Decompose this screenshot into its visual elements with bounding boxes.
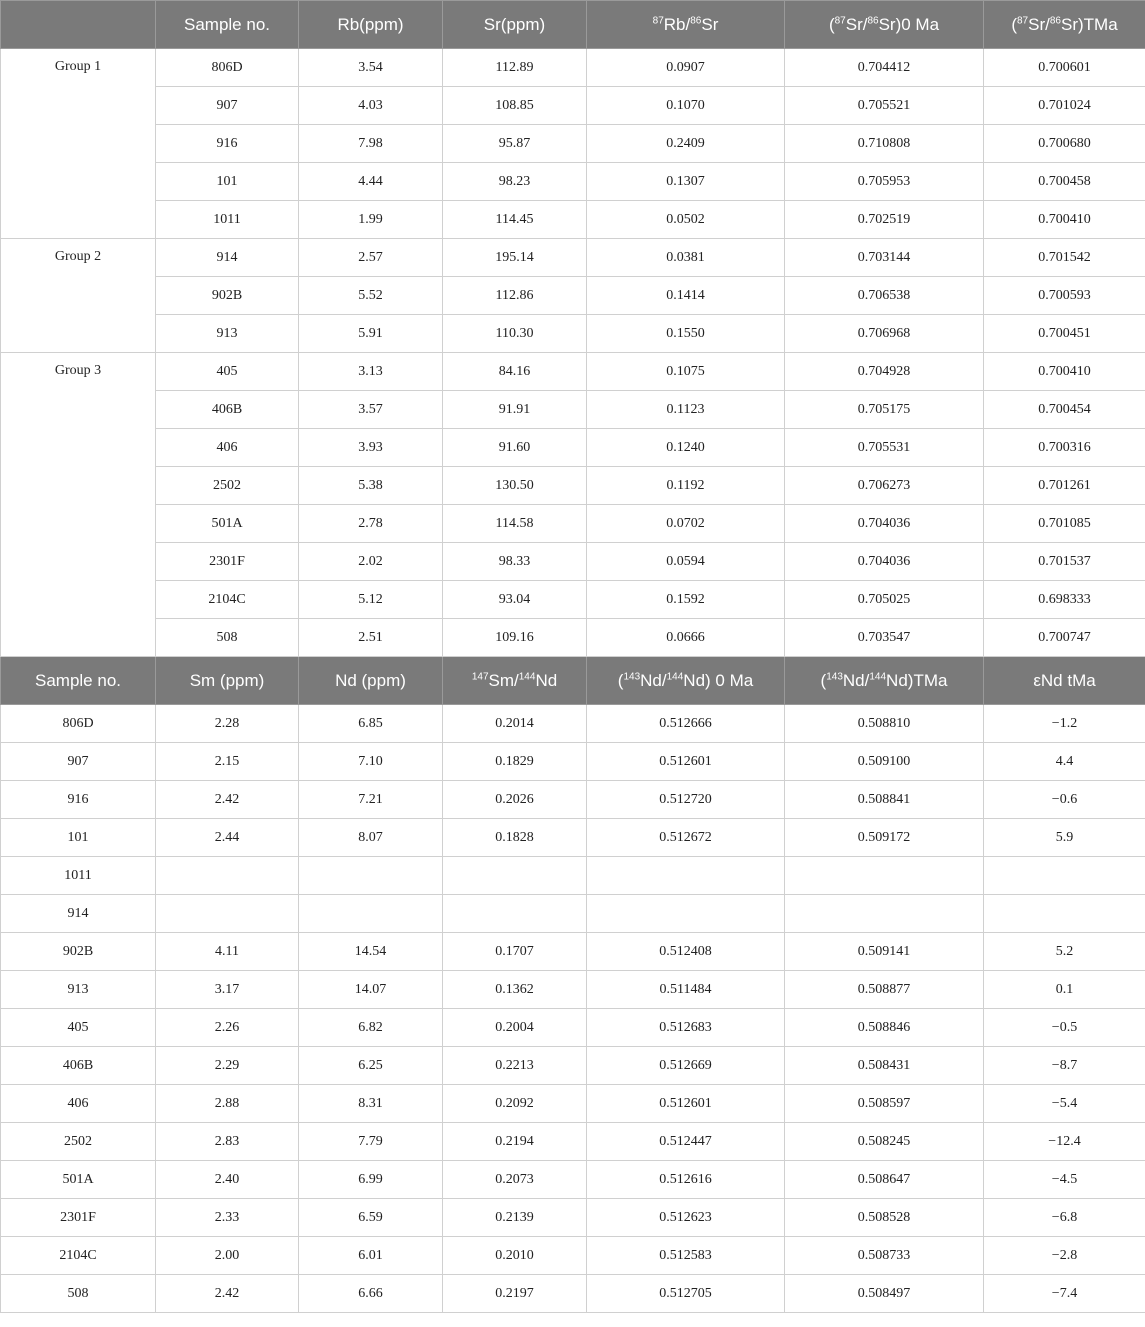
- cell-ndt: 0.508846: [785, 1009, 984, 1047]
- table-row: [1, 429, 1145, 467]
- cell-nd0: 0.512616: [587, 1161, 785, 1199]
- cell-sr0: 0.704036: [785, 505, 984, 543]
- cell-srt: 0.700316: [984, 429, 1145, 467]
- cell-ratio: 0.2197: [443, 1275, 587, 1313]
- cell-ratio: 0.1240: [587, 429, 785, 467]
- cell-nd0: 0.512408: [587, 933, 785, 971]
- cell-sr: 112.89: [443, 49, 587, 87]
- cell-nd: 6.99: [299, 1161, 443, 1199]
- cell-sm: 2.00: [156, 1237, 299, 1275]
- cell-sr: 130.50: [443, 467, 587, 505]
- header-sr-ratio-tma: ($^{87}$Sr/$^{86}$Sr)TMa: [984, 1, 1145, 49]
- cell-ratio: 0.2194: [443, 1123, 587, 1161]
- table-row: [1, 543, 1145, 581]
- cell-ratio: 0.2014: [443, 705, 587, 743]
- cell-sr: 91.91: [443, 391, 587, 429]
- cell-sr: 91.60: [443, 429, 587, 467]
- cell-srt: 0.700410: [984, 201, 1145, 239]
- cell-eps: −5.4: [984, 1085, 1145, 1123]
- cell-sample: 806D: [1, 705, 156, 743]
- header-nd-ratio-tma: ($^{143}$Nd/$^{144}$Nd)TMa: [785, 657, 984, 705]
- cell-ratio: 0.0502: [587, 201, 785, 239]
- cell-rb: 3.93: [299, 429, 443, 467]
- header-nd-ppm: Nd (ppm): [299, 657, 443, 705]
- cell-sr: 112.86: [443, 277, 587, 315]
- cell-srt: 0.701537: [984, 543, 1145, 581]
- cell-ratio: 0.2409: [587, 125, 785, 163]
- cell-rb: 2.57: [299, 239, 443, 277]
- cell-sample: 902B: [1, 933, 156, 971]
- cell-sample: 907: [156, 87, 299, 125]
- cell-sample: 1011: [1, 857, 156, 895]
- table-row: [1, 1237, 1145, 1275]
- table-row: [1, 1199, 1145, 1237]
- table-row: [1, 971, 1145, 1009]
- cell-sm: [156, 857, 299, 895]
- cell-sample: 806D: [156, 49, 299, 87]
- cell-sr0: 0.706273: [785, 467, 984, 505]
- cell-sm: 2.40: [156, 1161, 299, 1199]
- cell-ratio: 0.0381: [587, 239, 785, 277]
- cell-sm: 2.29: [156, 1047, 299, 1085]
- cell-rb: 5.52: [299, 277, 443, 315]
- cell-ratio: 0.1070: [587, 87, 785, 125]
- table-row: [1, 581, 1145, 619]
- cell-nd: 7.10: [299, 743, 443, 781]
- cell-sr0: 0.710808: [785, 125, 984, 163]
- cell-nd: [299, 895, 443, 933]
- header-sm-ppm: Sm (ppm): [156, 657, 299, 705]
- cell-eps: −8.7: [984, 1047, 1145, 1085]
- cell-sr: 110.30: [443, 315, 587, 353]
- table-row: [1, 505, 1145, 543]
- cell-ndt: [785, 895, 984, 933]
- cell-sm: 2.88: [156, 1085, 299, 1123]
- cell-sm: 2.42: [156, 1275, 299, 1313]
- cell-rb: 2.51: [299, 619, 443, 657]
- cell-srt: 0.700451: [984, 315, 1145, 353]
- table-row: [1, 49, 1145, 87]
- cell-nd: 6.25: [299, 1047, 443, 1085]
- cell-sr: 114.45: [443, 201, 587, 239]
- cell-srt: 0.700410: [984, 353, 1145, 391]
- cell-sm: 2.83: [156, 1123, 299, 1161]
- cell-srt: 0.700601: [984, 49, 1145, 87]
- cell-eps: −0.6: [984, 781, 1145, 819]
- cell-sr0: 0.703144: [785, 239, 984, 277]
- cell-nd0: 0.512447: [587, 1123, 785, 1161]
- cell-sample: 914: [156, 239, 299, 277]
- cell-sr: 93.04: [443, 581, 587, 619]
- cell-sr0: 0.706968: [785, 315, 984, 353]
- cell-rb: 4.03: [299, 87, 443, 125]
- group-label: Group 2: [1, 239, 156, 353]
- cell-sr0: 0.704036: [785, 543, 984, 581]
- cell-nd0: 0.512601: [587, 1085, 785, 1123]
- cell-srt: 0.700680: [984, 125, 1145, 163]
- cell-sm: 2.28: [156, 705, 299, 743]
- cell-sample: 101: [156, 163, 299, 201]
- cell-sample: 508: [1, 1275, 156, 1313]
- cell-srt: 0.701542: [984, 239, 1145, 277]
- cell-rb: 3.13: [299, 353, 443, 391]
- cell-sr0: 0.705175: [785, 391, 984, 429]
- cell-eps: −0.5: [984, 1009, 1145, 1047]
- table-row: [1, 857, 1145, 895]
- cell-srt: 0.701085: [984, 505, 1145, 543]
- cell-nd0: 0.512683: [587, 1009, 785, 1047]
- cell-ratio: 0.2026: [443, 781, 587, 819]
- cell-sample: 406: [1, 1085, 156, 1123]
- cell-sr0: 0.705953: [785, 163, 984, 201]
- cell-ndt: 0.509172: [785, 819, 984, 857]
- cell-sample: 2301F: [1, 1199, 156, 1237]
- header-epsilon-nd: εNd tMa: [984, 657, 1145, 705]
- cell-sample: 501A: [156, 505, 299, 543]
- cell-sm: 2.42: [156, 781, 299, 819]
- cell-rb: 4.44: [299, 163, 443, 201]
- cell-sample: 914: [1, 895, 156, 933]
- cell-nd: 7.79: [299, 1123, 443, 1161]
- cell-ndt: 0.508877: [785, 971, 984, 1009]
- cell-sr0: 0.705025: [785, 581, 984, 619]
- cell-ndt: [785, 857, 984, 895]
- cell-ratio: 0.1707: [443, 933, 587, 971]
- cell-rb: 5.12: [299, 581, 443, 619]
- cell-eps: [984, 857, 1145, 895]
- cell-rb: 3.54: [299, 49, 443, 87]
- cell-eps: −1.2: [984, 705, 1145, 743]
- cell-sm: 2.15: [156, 743, 299, 781]
- table-row: [1, 1047, 1145, 1085]
- cell-sr: 95.87: [443, 125, 587, 163]
- cell-rb: 2.78: [299, 505, 443, 543]
- cell-eps: 5.2: [984, 933, 1145, 971]
- table-row: [1, 315, 1145, 353]
- cell-ratio: [443, 857, 587, 895]
- header-sr-ratio-0ma: ($^{87}$Sr/$^{86}$Sr)0 Ma: [785, 1, 984, 49]
- cell-ratio: 0.1828: [443, 819, 587, 857]
- cell-eps: −2.8: [984, 1237, 1145, 1275]
- cell-srt: 0.700458: [984, 163, 1145, 201]
- cell-sample: 2502: [1, 1123, 156, 1161]
- cell-sm: 2.26: [156, 1009, 299, 1047]
- cell-sample: 405: [156, 353, 299, 391]
- cell-ndt: 0.508647: [785, 1161, 984, 1199]
- cell-srt: 0.698333: [984, 581, 1145, 619]
- cell-sample: 2104C: [156, 581, 299, 619]
- table-row: [1, 743, 1145, 781]
- cell-rb: 5.91: [299, 315, 443, 353]
- cell-nd0: 0.512672: [587, 819, 785, 857]
- group-label: Group 3: [1, 353, 156, 657]
- table-row: [1, 277, 1145, 315]
- cell-ratio: 0.2092: [443, 1085, 587, 1123]
- cell-nd0: 0.512601: [587, 743, 785, 781]
- cell-sr: 84.16: [443, 353, 587, 391]
- cell-nd0: 0.512705: [587, 1275, 785, 1313]
- table-row: [1, 1009, 1145, 1047]
- table-row: [1, 895, 1145, 933]
- cell-eps: [984, 895, 1145, 933]
- table-row: [1, 467, 1145, 505]
- header-sample-no-2: Sample no.: [1, 657, 156, 705]
- cell-sample: 406B: [156, 391, 299, 429]
- table-row: [1, 781, 1145, 819]
- cell-sr0: 0.703547: [785, 619, 984, 657]
- cell-srt: 0.701024: [984, 87, 1145, 125]
- table-row: [1, 1123, 1145, 1161]
- cell-ratio: 0.0702: [587, 505, 785, 543]
- cell-sample: 907: [1, 743, 156, 781]
- cell-sample: 2301F: [156, 543, 299, 581]
- cell-nd: [299, 857, 443, 895]
- cell-nd: 6.85: [299, 705, 443, 743]
- table-row: [1, 1275, 1145, 1313]
- cell-srt: 0.701261: [984, 467, 1145, 505]
- cell-nd0: [587, 857, 785, 895]
- cell-sr: 109.16: [443, 619, 587, 657]
- cell-ratio: 0.0666: [587, 619, 785, 657]
- cell-ratio: 0.2004: [443, 1009, 587, 1047]
- cell-ratio: 0.2213: [443, 1047, 587, 1085]
- cell-sr0: 0.702519: [785, 201, 984, 239]
- cell-nd0: 0.511484: [587, 971, 785, 1009]
- cell-ndt: 0.508497: [785, 1275, 984, 1313]
- cell-sm: 2.33: [156, 1199, 299, 1237]
- cell-nd0: 0.512583: [587, 1237, 785, 1275]
- cell-ratio: 0.1307: [587, 163, 785, 201]
- table-row: [1, 933, 1145, 971]
- table-row: [1, 87, 1145, 125]
- table-row: [1, 239, 1145, 277]
- cell-eps: 4.4: [984, 743, 1145, 781]
- cell-sample: 913: [156, 315, 299, 353]
- cell-ndt: 0.508597: [785, 1085, 984, 1123]
- cell-sr: 108.85: [443, 87, 587, 125]
- cell-sm: 2.44: [156, 819, 299, 857]
- cell-nd0: 0.512666: [587, 705, 785, 743]
- header-sample-no: Sample no.: [156, 1, 299, 49]
- cell-rb: 7.98: [299, 125, 443, 163]
- header-group-blank: [1, 1, 156, 49]
- table-row: [1, 201, 1145, 239]
- cell-ratio: [443, 895, 587, 933]
- cell-ratio: 0.1592: [587, 581, 785, 619]
- cell-ndt: 0.508245: [785, 1123, 984, 1161]
- cell-nd0: 0.512720: [587, 781, 785, 819]
- cell-ratio: 0.2073: [443, 1161, 587, 1199]
- cell-sr0: 0.704928: [785, 353, 984, 391]
- cell-rb: 3.57: [299, 391, 443, 429]
- cell-nd: 6.01: [299, 1237, 443, 1275]
- cell-eps: 0.1: [984, 971, 1145, 1009]
- cell-sr0: 0.706538: [785, 277, 984, 315]
- cell-rb: 5.38: [299, 467, 443, 505]
- cell-ratio: 0.1362: [443, 971, 587, 1009]
- cell-nd0: [587, 895, 785, 933]
- cell-ndt: 0.508528: [785, 1199, 984, 1237]
- cell-sample: 2502: [156, 467, 299, 505]
- cell-srt: 0.700747: [984, 619, 1145, 657]
- cell-srt: 0.700454: [984, 391, 1145, 429]
- group-label: Group 1: [1, 49, 156, 239]
- cell-sr: 114.58: [443, 505, 587, 543]
- cell-sm: 4.11: [156, 933, 299, 971]
- cell-ndt: 0.508810: [785, 705, 984, 743]
- smnd-header-section: [1, 657, 1145, 705]
- cell-ndt: 0.509141: [785, 933, 984, 971]
- cell-sr0: 0.704412: [785, 49, 984, 87]
- table-row: [1, 619, 1145, 657]
- cell-sample: 916: [156, 125, 299, 163]
- cell-ratio: 0.1075: [587, 353, 785, 391]
- cell-sample: 913: [1, 971, 156, 1009]
- header-nd-ratio-0ma: ($^{143}$Nd/$^{144}$Nd) 0 Ma: [587, 657, 785, 705]
- cell-eps: −12.4: [984, 1123, 1145, 1161]
- table-row: [1, 1161, 1145, 1199]
- cell-ratio: 0.1414: [587, 277, 785, 315]
- cell-srt: 0.700593: [984, 277, 1145, 315]
- cell-ratio: 0.2139: [443, 1199, 587, 1237]
- table-row: [1, 391, 1145, 429]
- cell-ndt: 0.508733: [785, 1237, 984, 1275]
- cell-sample: 101: [1, 819, 156, 857]
- table-row: [1, 353, 1145, 391]
- cell-rb: 1.99: [299, 201, 443, 239]
- header-sr-ppm: Sr(ppm): [443, 1, 587, 49]
- smnd-table-body: [1, 705, 1145, 1313]
- cell-ratio: 0.0594: [587, 543, 785, 581]
- cell-sr0: 0.705531: [785, 429, 984, 467]
- cell-sample: 902B: [156, 277, 299, 315]
- header-rb-sr-ratio: $^{87}$Rb/$^{86}$Sr: [587, 1, 785, 49]
- cell-sm: 3.17: [156, 971, 299, 1009]
- cell-ndt: 0.508431: [785, 1047, 984, 1085]
- cell-nd: 8.07: [299, 819, 443, 857]
- table-row: [1, 819, 1145, 857]
- cell-rb: 2.02: [299, 543, 443, 581]
- cell-sr0: 0.705521: [785, 87, 984, 125]
- cell-nd: 14.54: [299, 933, 443, 971]
- table-row: [1, 163, 1145, 201]
- cell-nd: 6.59: [299, 1199, 443, 1237]
- cell-ratio: 0.1192: [587, 467, 785, 505]
- cell-eps: 5.9: [984, 819, 1145, 857]
- cell-nd: 7.21: [299, 781, 443, 819]
- rbsr-header-row: [1, 1, 1145, 49]
- cell-nd: 14.07: [299, 971, 443, 1009]
- header-sm-nd-ratio: $^{147}$Sm/$^{144}$Nd: [443, 657, 587, 705]
- cell-sample: 1011: [156, 201, 299, 239]
- cell-nd0: 0.512623: [587, 1199, 785, 1237]
- cell-sample: 405: [1, 1009, 156, 1047]
- cell-sample: 916: [1, 781, 156, 819]
- cell-ratio: 0.1123: [587, 391, 785, 429]
- cell-ndt: 0.509100: [785, 743, 984, 781]
- cell-ratio: 0.2010: [443, 1237, 587, 1275]
- cell-ratio: 0.1829: [443, 743, 587, 781]
- cell-sample: 406: [156, 429, 299, 467]
- table-row: [1, 1085, 1145, 1123]
- cell-ratio: 0.1550: [587, 315, 785, 353]
- cell-sample: 501A: [1, 1161, 156, 1199]
- cell-nd0: 0.512669: [587, 1047, 785, 1085]
- cell-ratio: 0.0907: [587, 49, 785, 87]
- cell-eps: −6.8: [984, 1199, 1145, 1237]
- header-rb-ppm: Rb(ppm): [299, 1, 443, 49]
- cell-sr: 98.33: [443, 543, 587, 581]
- cell-sample: 406B: [1, 1047, 156, 1085]
- cell-sample: 508: [156, 619, 299, 657]
- cell-sr: 98.23: [443, 163, 587, 201]
- cell-nd: 6.82: [299, 1009, 443, 1047]
- cell-sample: 2104C: [1, 1237, 156, 1275]
- cell-eps: −7.4: [984, 1275, 1145, 1313]
- cell-nd: 8.31: [299, 1085, 443, 1123]
- smnd-header-row: [1, 657, 1145, 705]
- table-row: [1, 705, 1145, 743]
- table-row: [1, 125, 1145, 163]
- cell-ndt: 0.508841: [785, 781, 984, 819]
- cell-sr: 195.14: [443, 239, 587, 277]
- rbsr-table-body: [1, 49, 1145, 657]
- cell-sm: [156, 895, 299, 933]
- cell-nd: 6.66: [299, 1275, 443, 1313]
- cell-eps: −4.5: [984, 1161, 1145, 1199]
